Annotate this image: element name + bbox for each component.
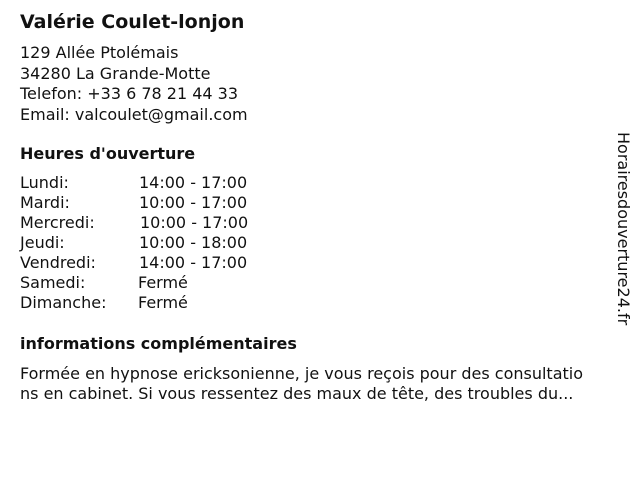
- time-value: 14:00 - 17:00: [139, 253, 248, 272]
- day-label: Samedi:: [20, 273, 86, 292]
- time-value: 10:00 - 18:00: [139, 233, 248, 252]
- contact-details: [20, 43, 248, 125]
- day-label: Mardi:: [20, 193, 70, 212]
- hours-row-sunday: [20, 293, 320, 313]
- description-line: Formée en hypnose ericksonienne, je vous reçois pour des consultatio: [20, 364, 584, 383]
- contact-name: Valérie Coulet-lonjon: [20, 11, 245, 33]
- hours-row-thursday: [20, 233, 320, 253]
- opening-hours-table: [20, 173, 320, 313]
- hours-row-saturday: [20, 273, 320, 293]
- time-value: 10:00 - 17:00: [140, 213, 249, 232]
- day-label: Mercredi:: [20, 213, 95, 232]
- city-address: 34280 La Grande-Motte: [20, 63, 211, 83]
- day-label: Jeudi:: [20, 233, 65, 252]
- hours-row-wednesday: [20, 213, 320, 233]
- day-label: Dimanche:: [20, 293, 107, 312]
- phone-number: Telefon: +33 6 78 21 44 33: [20, 84, 239, 103]
- street-address: 129 Allée Ptolémais: [20, 43, 179, 62]
- time-value: Fermé: [138, 293, 188, 312]
- site-watermark: Horairesdouverture24.fr: [614, 132, 633, 326]
- additional-info-title: informations complémentaires: [20, 334, 297, 353]
- day-label: Vendredi:: [20, 253, 96, 272]
- hours-row-tuesday: [20, 193, 320, 213]
- time-value: Fermé: [138, 273, 188, 292]
- time-value: 14:00 - 17:00: [139, 173, 248, 192]
- hours-row-friday: [20, 253, 320, 273]
- email-address: Email: valcoulet@gmail.com: [20, 104, 248, 124]
- description-line: ns en cabinet. Si vous ressentez des maux de tête, des troubles du...: [20, 384, 574, 403]
- day-label: Lundi:: [20, 173, 69, 192]
- time-value: 10:00 - 17:00: [139, 193, 248, 212]
- additional-info-text: [20, 364, 632, 404]
- hours-row-monday: [20, 173, 320, 193]
- opening-hours-title: Heures d'ouverture: [20, 144, 196, 163]
